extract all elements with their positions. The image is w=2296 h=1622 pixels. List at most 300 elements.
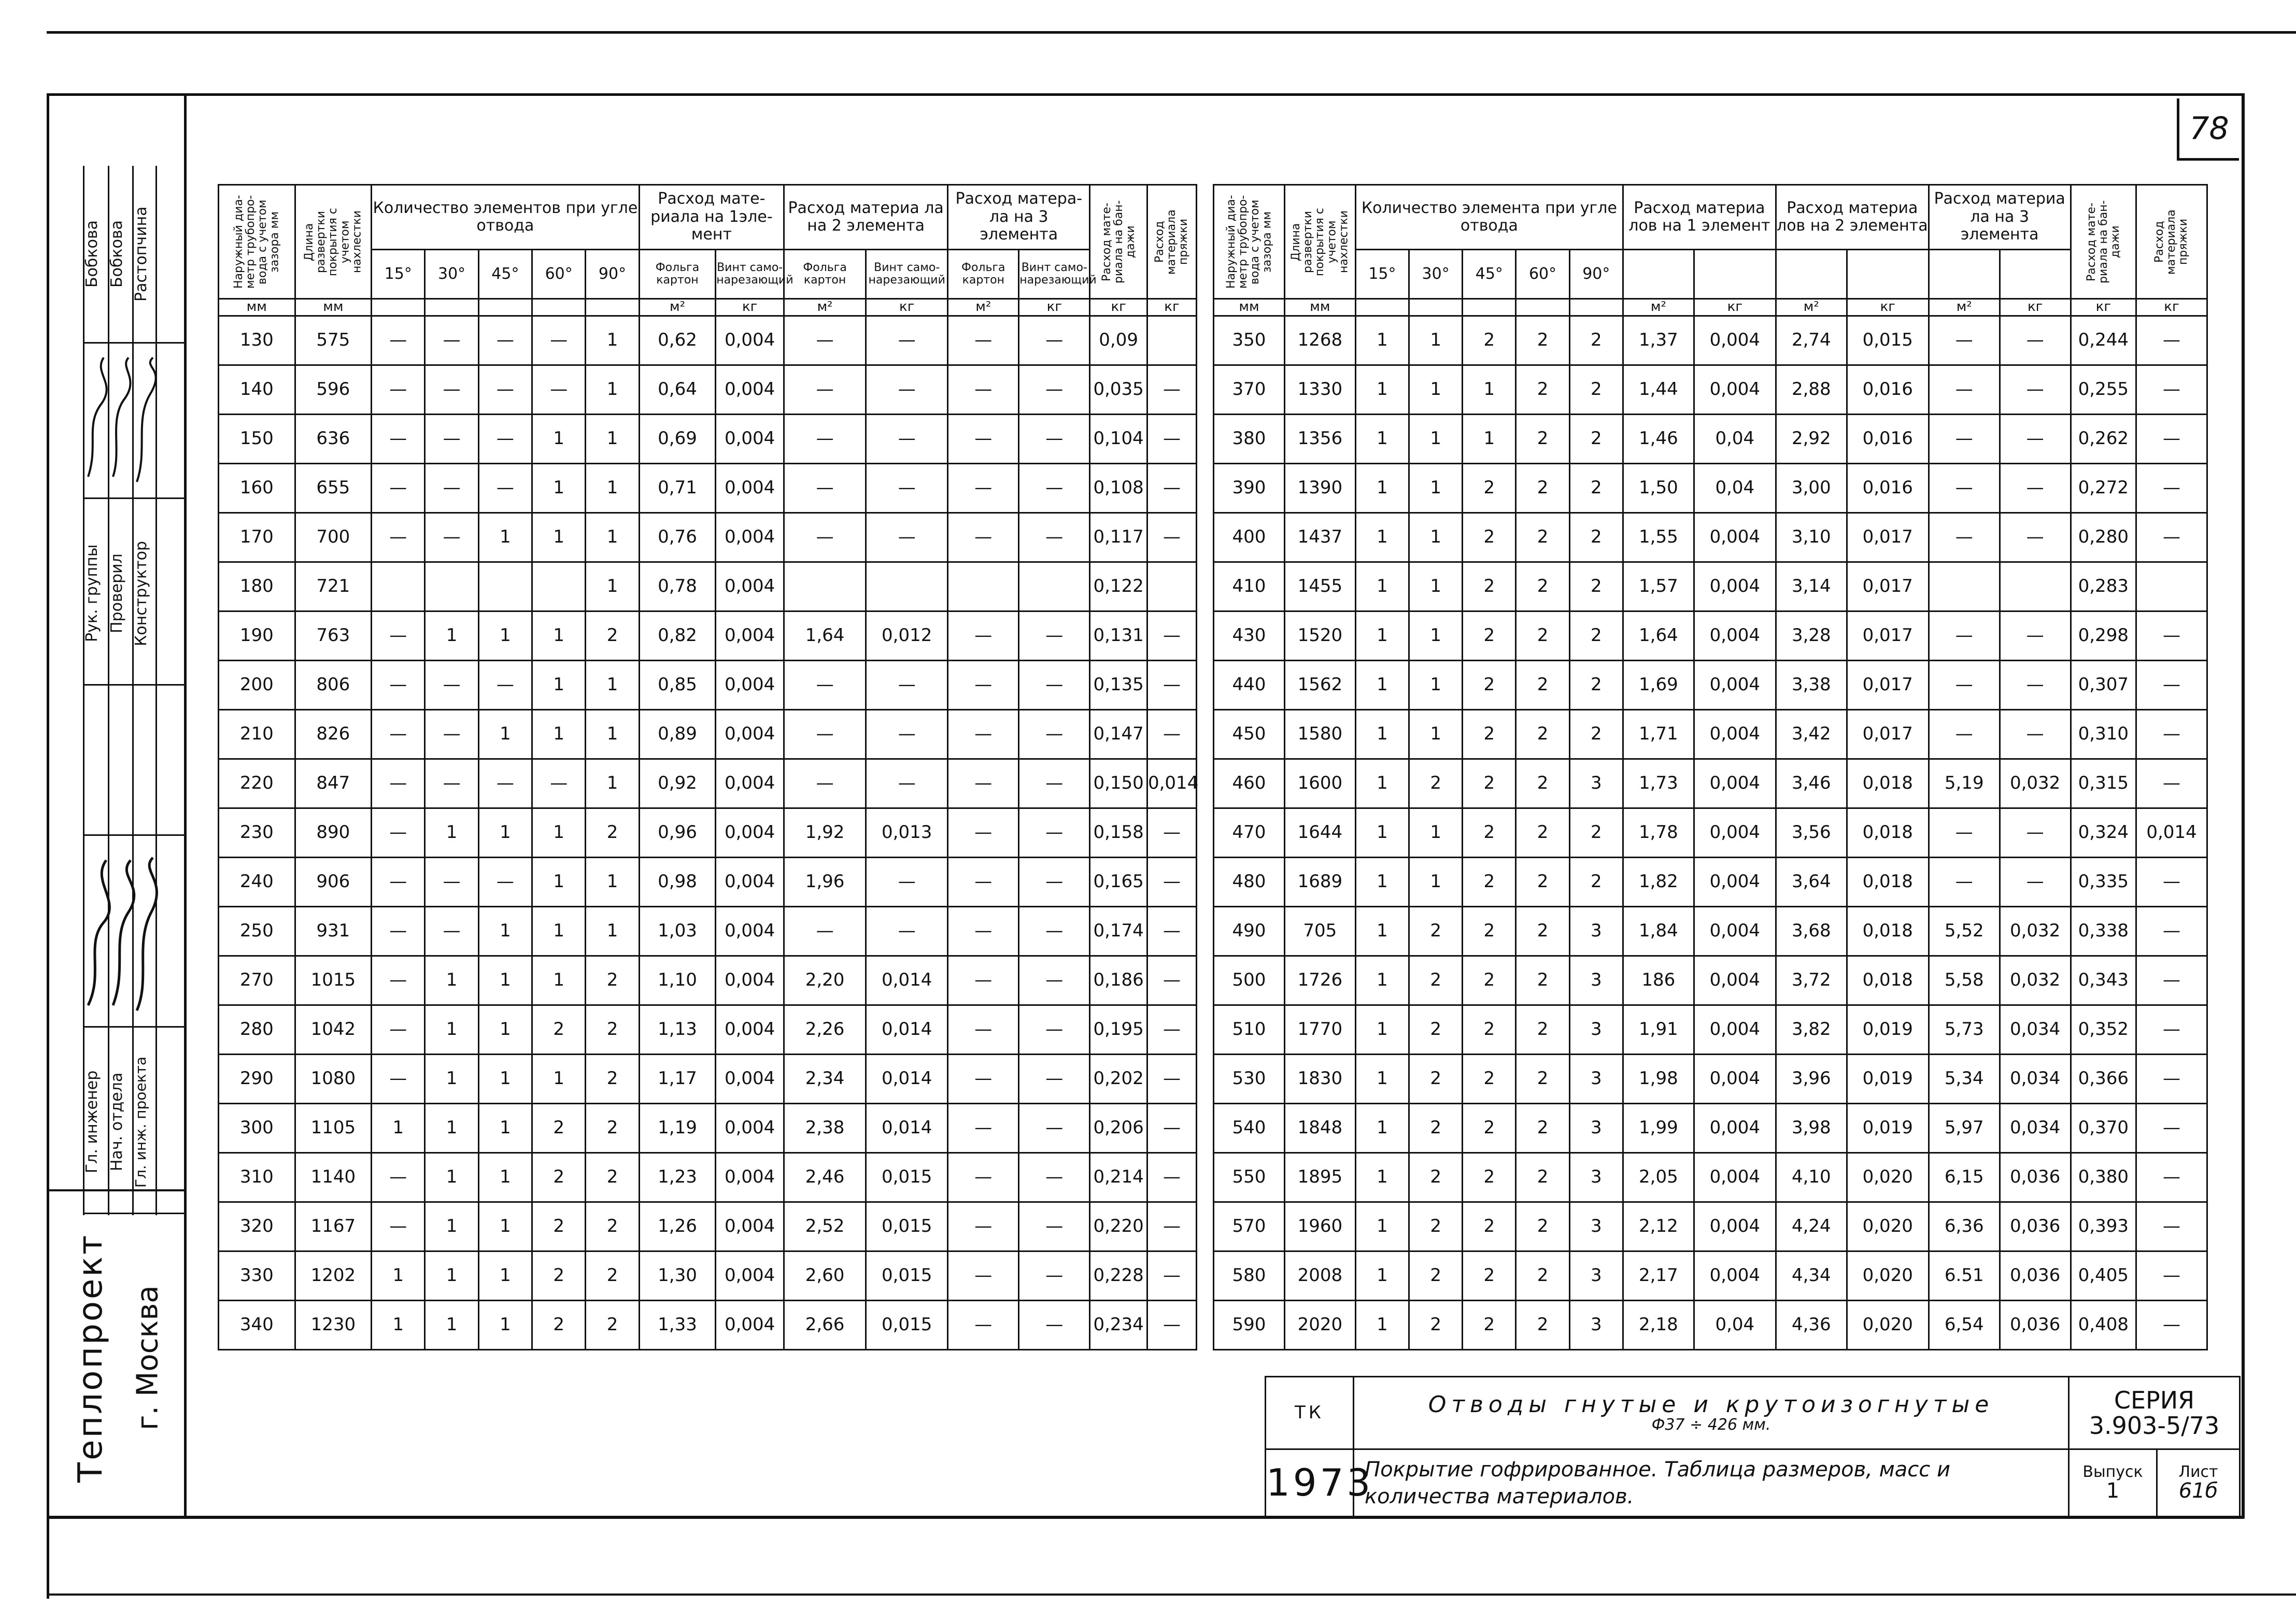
left-table-cell: 0,004 xyxy=(716,316,784,365)
left-table-cell: 2 xyxy=(532,1301,586,1350)
right-table-cell: 2 xyxy=(1569,808,1623,858)
left-table-row xyxy=(219,611,1197,661)
right-table-cell: — xyxy=(2136,1251,2207,1301)
left-table-cell: 1 xyxy=(478,1104,532,1153)
right-table-cell: 2 xyxy=(1463,907,1516,956)
right-table-cell: 2 xyxy=(1463,611,1516,661)
right-table-cell: 2,12 xyxy=(1623,1202,1694,1251)
right-table-cell: 2008 xyxy=(1284,1251,1355,1301)
right-table-cell: 1 xyxy=(1355,611,1409,661)
left-table-cell: 0,09 xyxy=(1090,316,1147,365)
col-band-header: Расход мате-риала на бан-дажи xyxy=(1090,185,1147,299)
left-table-cell: — xyxy=(1147,365,1196,415)
right-table-cell: 2,05 xyxy=(1623,1153,1694,1202)
left-table-cell: 0,015 xyxy=(866,1202,948,1251)
right-table-cell: 1,44 xyxy=(1623,365,1694,415)
frame-left xyxy=(47,93,49,1599)
left-table-cell: 763 xyxy=(295,611,372,661)
inner-left xyxy=(184,93,187,1518)
right-table-cell: 0,280 xyxy=(2071,513,2136,562)
right-table-cell: 470 xyxy=(1214,808,1285,858)
left-table-cell: — xyxy=(478,464,532,513)
left-table-cell: 1,23 xyxy=(639,1153,716,1202)
left-table-cell: 1 xyxy=(478,1153,532,1202)
left-table-cell: 2 xyxy=(532,1153,586,1202)
right-table-cell: 2 xyxy=(1463,1055,1516,1104)
left-table-cell: 0,165 xyxy=(1090,858,1147,907)
right-table-cell: 1 xyxy=(1355,759,1409,808)
left-table-cell: 0,117 xyxy=(1090,513,1147,562)
right-table-cell: 3,68 xyxy=(1776,907,1847,956)
right-table-cell: — xyxy=(1929,464,2000,513)
stamp-title: Отводы гнутые и крутоизогнутые Ф37 ÷ 426 мм. xyxy=(1354,1377,2069,1449)
left-table-cell: 2,26 xyxy=(784,1005,866,1055)
title-block xyxy=(1265,1376,2241,1517)
left-table-cell: 0,98 xyxy=(639,858,716,907)
right-table-cell: 3 xyxy=(1569,907,1623,956)
role-designer: Конструктор xyxy=(132,540,150,646)
left-table-cell: 1,03 xyxy=(639,907,716,956)
left-table-cell: 1 xyxy=(425,808,478,858)
right-table-cell: 3,14 xyxy=(1776,562,1847,611)
right-table-cell: 1 xyxy=(1355,513,1409,562)
right-table-cell: 2 xyxy=(1569,513,1623,562)
left-table-cell: 1 xyxy=(532,661,586,710)
role-group-head: Рук. группы xyxy=(83,544,101,643)
left-table-cell: 0,004 xyxy=(716,611,784,661)
right-table-cell: — xyxy=(2000,858,2071,907)
right-table-cell: 0,036 xyxy=(2000,1301,2071,1350)
right-table-cell: 1 xyxy=(1409,415,1463,464)
left-table-cell: 2 xyxy=(586,956,639,1005)
right-table-cell: — xyxy=(1929,710,2000,759)
left-table-cell: — xyxy=(478,858,532,907)
left-table-cell: — xyxy=(372,1005,425,1055)
left-table-cell: 1 xyxy=(532,907,586,956)
left-table-cell: 1 xyxy=(586,661,639,710)
left-table-row xyxy=(219,858,1197,907)
right-table-cell: 0,298 xyxy=(2071,611,2136,661)
right-table-cell: — xyxy=(1929,661,2000,710)
right-table-cell: 3,00 xyxy=(1776,464,1847,513)
series-cell: СЕРИЯ 3.903-5/73 xyxy=(2069,1377,2240,1449)
left-table-cell xyxy=(478,562,532,611)
right-table-cell: 0,366 xyxy=(2071,1055,2136,1104)
left-table-cell: — xyxy=(866,661,948,710)
left-table-cell: 0,014 xyxy=(866,956,948,1005)
left-table-cell: 700 xyxy=(295,513,372,562)
left-table-cell: — xyxy=(948,808,1019,858)
right-table-cell: 0,004 xyxy=(1694,513,1776,562)
left-table-cell: — xyxy=(1019,858,1090,907)
right-table-cell: 1,98 xyxy=(1623,1055,1694,1104)
left-table-cell: 0,195 xyxy=(1090,1005,1147,1055)
left-table-cell: 0,96 xyxy=(639,808,716,858)
left-table-cell: — xyxy=(1147,1055,1196,1104)
right-table-cell: 1 xyxy=(1409,513,1463,562)
right-table-cell: 2 xyxy=(1516,1104,1569,1153)
left-table-row xyxy=(219,1153,1197,1202)
right-table-cell: 1 xyxy=(1355,1202,1409,1251)
right-table-cell: 2 xyxy=(1516,661,1569,710)
right-table-cell: 0,004 xyxy=(1694,1005,1776,1055)
left-table-cell: — xyxy=(372,316,425,365)
right-table-cell xyxy=(2136,562,2207,611)
col-m2-header: Расход материа ла на 2 элемента xyxy=(784,185,948,250)
left-table-cell: 0,012 xyxy=(866,611,948,661)
left-table-row xyxy=(219,1055,1197,1104)
right-table-cell: 3,46 xyxy=(1776,759,1847,808)
left-table-cell: — xyxy=(1147,1202,1196,1251)
right-table-cell: 410 xyxy=(1214,562,1285,611)
right-table-cell: 1 xyxy=(1409,365,1463,415)
left-table-cell: — xyxy=(866,513,948,562)
right-table-cell: 1 xyxy=(1355,1055,1409,1104)
right-table-cell: 6,15 xyxy=(1929,1153,2000,1202)
left-table-cell: — xyxy=(1147,415,1196,464)
right-table-cell: 6,36 xyxy=(1929,1202,2000,1251)
right-table-cell: 0,019 xyxy=(1847,1005,1929,1055)
right-table-cell: 2 xyxy=(1516,562,1569,611)
right-table-cell: 3,64 xyxy=(1776,858,1847,907)
left-table-cell: 1 xyxy=(372,1104,425,1153)
right-table-cell: 0,017 xyxy=(1847,611,1929,661)
left-table-cell: 1 xyxy=(532,611,586,661)
right-table-cell: 440 xyxy=(1214,661,1285,710)
left-table-cell: 0,85 xyxy=(639,661,716,710)
left-table-cell: 2 xyxy=(586,808,639,858)
left-table-cell: 0,004 xyxy=(716,1005,784,1055)
right-table-cell: 1,55 xyxy=(1623,513,1694,562)
right-table-cell: 0,019 xyxy=(1847,1055,1929,1104)
r-col-count-header: Количество элемента при угле отвода xyxy=(1355,185,1623,250)
right-table-cell: 2 xyxy=(1516,808,1569,858)
right-table-cell: 0,016 xyxy=(1847,415,1929,464)
right-table-row xyxy=(1214,1301,2207,1350)
left-table-cell: — xyxy=(948,1202,1019,1251)
right-table-cell: 2 xyxy=(1409,1104,1463,1153)
left-table-cell: 1 xyxy=(532,808,586,858)
left-table-cell: 596 xyxy=(295,365,372,415)
right-table-cell: 3 xyxy=(1569,1202,1623,1251)
right-table-cell: 2 xyxy=(1569,710,1623,759)
right-table-cell: 0,004 xyxy=(1694,661,1776,710)
right-table-cell: 1 xyxy=(1409,808,1463,858)
right-table-cell: 5,97 xyxy=(1929,1104,2000,1153)
right-table-cell: 0,020 xyxy=(1847,1202,1929,1251)
right-table-cell: 0,032 xyxy=(2000,907,2071,956)
left-table-cell: 1,64 xyxy=(784,611,866,661)
right-table-cell: 2,17 xyxy=(1623,1251,1694,1301)
left-table-cell: 0,108 xyxy=(1090,464,1147,513)
right-table-cell: — xyxy=(2000,710,2071,759)
right-table-cell: 2 xyxy=(1516,1153,1569,1202)
left-table-cell: 1 xyxy=(478,956,532,1005)
right-table-cell: — xyxy=(2136,907,2207,956)
left-table-cell: 310 xyxy=(219,1153,295,1202)
right-table-cell: 2 xyxy=(1409,956,1463,1005)
left-table-cell: 1 xyxy=(586,464,639,513)
right-table-cell: 1,78 xyxy=(1623,808,1694,858)
right-table-cell: — xyxy=(2136,710,2207,759)
left-table-cell: — xyxy=(948,858,1019,907)
right-table-cell: 0,017 xyxy=(1847,513,1929,562)
right-table-cell: 5,19 xyxy=(1929,759,2000,808)
right-table-cell: 0,004 xyxy=(1694,907,1776,956)
right-table-cell: — xyxy=(2000,365,2071,415)
right-table-cell: 0,004 xyxy=(1694,956,1776,1005)
left-table-cell: — xyxy=(425,464,478,513)
left-table-cell: — xyxy=(425,710,478,759)
right-table-cell: — xyxy=(2136,1005,2207,1055)
right-table-cell: 0,004 xyxy=(1694,1251,1776,1301)
left-table-cell: 2,38 xyxy=(784,1104,866,1153)
right-table-cell: 2 xyxy=(1463,759,1516,808)
right-table-cell: — xyxy=(2136,611,2207,661)
left-table-cell: — xyxy=(1019,661,1090,710)
right-table-row xyxy=(1214,1055,2207,1104)
right-table-cell: 2 xyxy=(1516,907,1569,956)
right-table-cell: 1600 xyxy=(1284,759,1355,808)
right-table-cell: 1 xyxy=(1409,710,1463,759)
left-table-cell: 1230 xyxy=(295,1301,372,1350)
right-table-cell: 1356 xyxy=(1284,415,1355,464)
right-table-cell: 0,018 xyxy=(1847,907,1929,956)
left-table-cell: 721 xyxy=(295,562,372,611)
right-table-cell: 5,34 xyxy=(1929,1055,2000,1104)
right-table-cell: 0,004 xyxy=(1694,365,1776,415)
left-table-cell: 0,004 xyxy=(716,661,784,710)
right-table-cell: 1 xyxy=(1409,464,1463,513)
right-table-cell: 2 xyxy=(1569,464,1623,513)
right-table-cell: 1,37 xyxy=(1623,316,1694,365)
left-table-cell: — xyxy=(1019,1301,1090,1350)
left-table-cell: — xyxy=(1019,415,1090,464)
right-table-cell: 1330 xyxy=(1284,365,1355,415)
left-table-row xyxy=(219,464,1197,513)
right-table-cell: 0,036 xyxy=(2000,1202,2071,1251)
right-table-cell: 2 xyxy=(1569,858,1623,907)
right-table-cell: 2 xyxy=(1409,1005,1463,1055)
left-table-cell: — xyxy=(948,316,1019,365)
right-table-cell: 0,036 xyxy=(2000,1153,2071,1202)
right-table-cell: 0,283 xyxy=(2071,562,2136,611)
left-table-cell: — xyxy=(1019,1202,1090,1251)
right-table-cell: 0,034 xyxy=(2000,1055,2071,1104)
left-table-cell: 1 xyxy=(532,1055,586,1104)
right-table-cell: 0,017 xyxy=(1847,562,1929,611)
right-table-cell: 2 xyxy=(1516,1251,1569,1301)
right-table-cell: 1770 xyxy=(1284,1005,1355,1055)
left-table-cell: — xyxy=(948,956,1019,1005)
left-table-cell: — xyxy=(372,1153,425,1202)
sheet-number: 78 xyxy=(2189,110,2229,147)
right-table-cell: 1 xyxy=(1355,1251,1409,1301)
left-table-cell: 1 xyxy=(478,710,532,759)
org-name: Теплопроект xyxy=(72,1233,110,1483)
left-table-cell: — xyxy=(1147,1301,1196,1350)
left-table-cell: 0,004 xyxy=(716,858,784,907)
left-table-cell: — xyxy=(866,316,948,365)
sheet-number-box xyxy=(2177,98,2239,161)
right-table-cell: 0,315 xyxy=(2071,759,2136,808)
right-table-row xyxy=(1214,1153,2207,1202)
right-table-row xyxy=(1214,661,2207,710)
right-table-cell: 2 xyxy=(1569,661,1623,710)
left-table-cell: 0,89 xyxy=(639,710,716,759)
left-table-cell xyxy=(784,562,866,611)
right-table-cell: 510 xyxy=(1214,1005,1285,1055)
right-table-cell: 1580 xyxy=(1284,710,1355,759)
left-table-cell: 2,46 xyxy=(784,1153,866,1202)
right-table-cell: 580 xyxy=(1214,1251,1285,1301)
right-table-cell: 2 xyxy=(1463,1005,1516,1055)
left-table-cell: 130 xyxy=(219,316,295,365)
left-table-cell: — xyxy=(372,1055,425,1104)
left-table-cell: — xyxy=(784,907,866,956)
left-table-cell: 0,014 xyxy=(866,1005,948,1055)
right-table-row xyxy=(1214,365,2207,415)
left-table-cell: — xyxy=(1019,808,1090,858)
right-table-cell: 0,04 xyxy=(1694,415,1776,464)
left-table-cell: 1 xyxy=(425,1104,478,1153)
left-table-cell: 0,214 xyxy=(1090,1153,1147,1202)
right-table-cell: 500 xyxy=(1214,956,1285,1005)
right-table-cell: 3 xyxy=(1569,1251,1623,1301)
right-table-cell: — xyxy=(2136,1202,2207,1251)
right-table-cell: 1 xyxy=(1355,316,1409,365)
left-table-cell: 1 xyxy=(532,415,586,464)
left-table-cell: 1 xyxy=(478,513,532,562)
r-col-buckle-header: Расход материала пряжки xyxy=(2136,185,2207,299)
left-table-cell: — xyxy=(1147,464,1196,513)
left-table-cell: — xyxy=(948,611,1019,661)
right-table-cell: 370 xyxy=(1214,365,1285,415)
left-table-cell: 1 xyxy=(586,513,639,562)
right-table-cell: 2 xyxy=(1569,415,1623,464)
left-table-cell: 180 xyxy=(219,562,295,611)
right-table-cell: 2 xyxy=(1463,1153,1516,1202)
right-table-cell xyxy=(1929,562,2000,611)
right-table-cell: 1 xyxy=(1409,661,1463,710)
right-table-cell: 2 xyxy=(1516,858,1569,907)
left-table-cell: — xyxy=(948,1055,1019,1104)
right-table-cell: 1,91 xyxy=(1623,1005,1694,1055)
left-table-cell: — xyxy=(372,907,425,956)
name-3: Растопчина xyxy=(132,206,150,302)
right-table-cell: 2 xyxy=(1409,907,1463,956)
left-table-cell: — xyxy=(866,907,948,956)
left-table-cell xyxy=(948,562,1019,611)
right-table-cell: 570 xyxy=(1214,1202,1285,1251)
left-table-cell: 1 xyxy=(586,365,639,415)
left-table-cell: — xyxy=(372,759,425,808)
right-table-cell: 450 xyxy=(1214,710,1285,759)
left-table-cell: — xyxy=(866,365,948,415)
right-table-row xyxy=(1214,956,2207,1005)
right-table-cell: 5,58 xyxy=(1929,956,2000,1005)
right-table-cell: 3,56 xyxy=(1776,808,1847,858)
left-table-cell: 280 xyxy=(219,1005,295,1055)
left-table-cell: 1,17 xyxy=(639,1055,716,1104)
left-table-cell: 0,004 xyxy=(716,1202,784,1251)
left-table-cell: 1 xyxy=(372,1251,425,1301)
left-table-cell: — xyxy=(1019,907,1090,956)
left-table-cell: 0,220 xyxy=(1090,1202,1147,1251)
right-table-cell: 4,34 xyxy=(1776,1251,1847,1301)
right-table-cell: — xyxy=(2136,513,2207,562)
right-table-cell: 0,004 xyxy=(1694,1202,1776,1251)
right-table-cell: 6.51 xyxy=(1929,1251,2000,1301)
left-table-cell: 0,004 xyxy=(716,1301,784,1350)
right-table-cell: 0,262 xyxy=(2071,415,2136,464)
left-table-cell: — xyxy=(784,661,866,710)
left-table-cell: 806 xyxy=(295,661,372,710)
right-table-cell: 0,380 xyxy=(2071,1153,2136,1202)
right-table-cell: 2 xyxy=(1569,365,1623,415)
right-table-row xyxy=(1214,710,2207,759)
left-table-cell: 170 xyxy=(219,513,295,562)
left-table-cell: — xyxy=(478,415,532,464)
left-table-cell: 330 xyxy=(219,1251,295,1301)
left-table-cell: — xyxy=(372,1202,425,1251)
left-table-cell: 0,174 xyxy=(1090,907,1147,956)
left-table-cell: — xyxy=(1147,858,1196,907)
left-table-cell: — xyxy=(372,858,425,907)
right-table-cell: — xyxy=(2136,1153,2207,1202)
left-table-cell: 1 xyxy=(532,513,586,562)
right-table-cell: 380 xyxy=(1214,415,1285,464)
left-table-cell: 0,014 xyxy=(866,1104,948,1153)
left-table-cell: 0,013 xyxy=(866,808,948,858)
right-table-cell: — xyxy=(2136,1104,2207,1153)
left-table-cell: 0,104 xyxy=(1090,415,1147,464)
left-table-cell: 2,60 xyxy=(784,1251,866,1301)
right-table-row xyxy=(1214,1104,2207,1153)
right-table-cell: 705 xyxy=(1284,907,1355,956)
left-table-cell: — xyxy=(478,759,532,808)
name-2: Бобкова xyxy=(108,220,126,288)
right-table-row xyxy=(1214,907,2207,956)
left-table-cell: — xyxy=(948,1104,1019,1153)
right-table-cell: 1520 xyxy=(1284,611,1355,661)
left-table-cell: 2 xyxy=(532,1005,586,1055)
left-table-cell: — xyxy=(425,661,478,710)
right-table-cell: 5,73 xyxy=(1929,1005,2000,1055)
left-table-cell: 240 xyxy=(219,858,295,907)
right-table-cell: 1 xyxy=(1355,956,1409,1005)
left-table-row xyxy=(219,1104,1197,1153)
left-table-cell: 0,004 xyxy=(716,710,784,759)
left-table-cell: — xyxy=(372,956,425,1005)
left-table-cell: 1 xyxy=(425,1153,478,1202)
right-table-cell: 0,408 xyxy=(2071,1301,2136,1350)
frame-right xyxy=(2242,93,2245,1518)
left-table-cell: 1 xyxy=(478,1005,532,1055)
left-table-cell: 2 xyxy=(586,1153,639,1202)
right-table-cell: 0,004 xyxy=(1694,316,1776,365)
left-table-cell: — xyxy=(948,710,1019,759)
right-table-cell: 186 xyxy=(1623,956,1694,1005)
right-table-cell: 1455 xyxy=(1284,562,1355,611)
left-table-cell: — xyxy=(425,415,478,464)
left-table-cell: — xyxy=(1019,1005,1090,1055)
right-table-cell: 0,018 xyxy=(1847,858,1929,907)
left-table-cell: — xyxy=(372,710,425,759)
left-table-cell: 220 xyxy=(219,759,295,808)
left-table-row xyxy=(219,1202,1197,1251)
left-table-cell: 0,004 xyxy=(716,415,784,464)
